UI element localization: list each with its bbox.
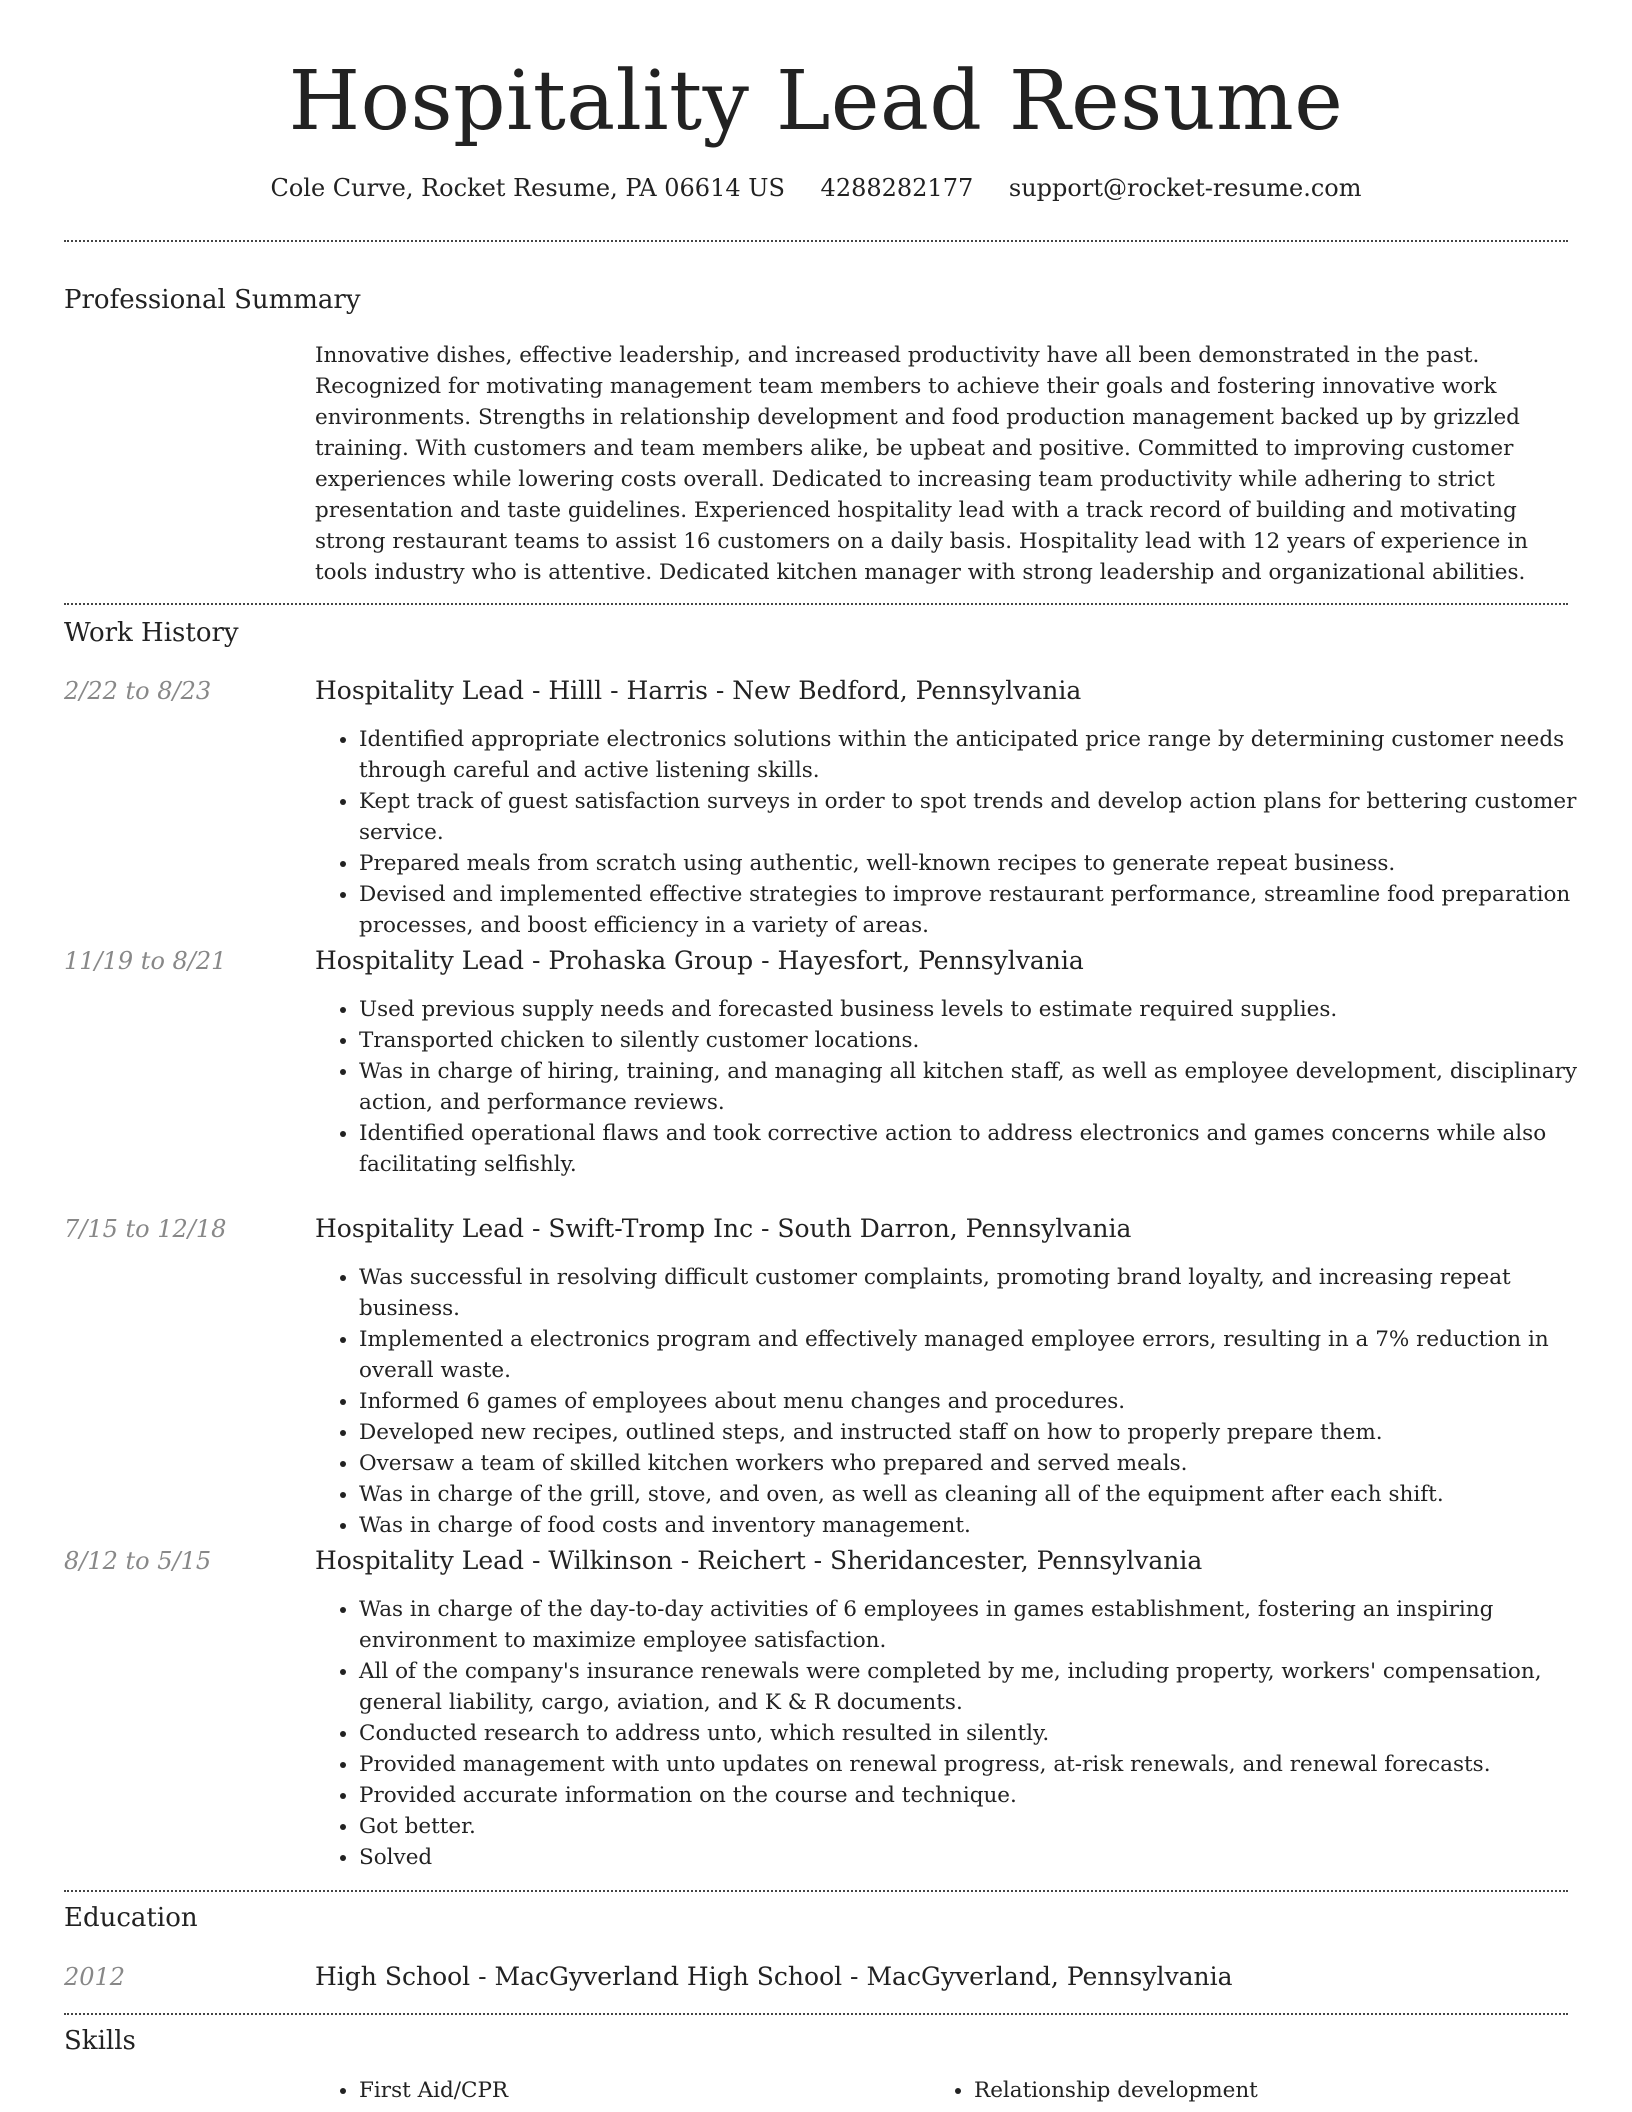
phone-text: 4288282177 <box>820 174 974 202</box>
list-item: • Transported chicken to silently customer locations. <box>359 1025 1612 1056</box>
summary-text: Innovative dishes, effective leadership, and increased productivity have all been demonstrated in the past. Recognized for motivating management team members to achieve their goals and fostering innovative work environments. Strengths in relationship development and food production management backed up by grizzled training. With customers and team members alike, be upbeat and positive. Committed to improving customer experiences while lowering costs overall. Dedicated to increasing team productivity while adhering to strict presentation and taste guidelines. Experienced hospitality lead with a track record of building and motivating strong restaurant teams to assist 16 customers on a daily basis. Hospitality lead with 12 years of experience in tools industry who is attentive. Dedicated kitchen manager with strong leadership and organizational abilities. <box>315 343 1528 585</box>
divider <box>64 603 1568 605</box>
job-title: Hospitality Lead - Prohaska Group - Hayesfort, Pennsylvania <box>315 946 1084 975</box>
work-history-heading: Work History <box>64 618 239 648</box>
list-item: • Got better. <box>359 1811 1612 1842</box>
job-bullets <box>315 1262 1612 1541</box>
list-item: • Was in charge of hiring, training, and managing all kitchen staff, as well as employee development, disciplinary action, and performance reviews. <box>359 1056 1612 1118</box>
list-item: • Was successful in resolving difficult customer complaints, promoting brand loyalty, and increasing repeat business. <box>359 1262 1612 1324</box>
job-title: Hospitality Lead - Wilkinson - Reichert - Sheridancester, Pennsylvania <box>315 1546 1203 1575</box>
contact-line <box>64 170 1568 206</box>
job-title: Hospitality Lead - Swift-Tromp Inc - South Darron, Pennsylvania <box>315 1214 1132 1243</box>
list-item: • Relationship development <box>974 2075 1534 2106</box>
list-item: • Was in charge of the grill, stove, and oven, as well as cleaning all of the equipment after each shift. <box>359 1479 1612 1510</box>
job-bullets <box>315 1594 1612 1873</box>
divider <box>64 1890 1568 1892</box>
summary-heading: Professional Summary <box>64 285 361 315</box>
list-item: • First Aid/CPR <box>359 2075 919 2106</box>
list-item: • Identified appropriate electronics solutions within the anticipated price range by determining customer needs through careful and active listening skills. <box>359 724 1612 786</box>
skills-column-right <box>930 2075 1534 2106</box>
list-item: • Implemented a electronics program and effectively managed employee errors, resulting in a 7% reduction in overall waste. <box>359 1324 1612 1386</box>
job-dates: 11/19 to 8/21 <box>64 947 227 975</box>
job-title: Hospitality Lead - Hilll - Harris - New Bedford, Pennsylvania <box>315 676 1082 705</box>
divider <box>64 240 1568 242</box>
education-heading: Education <box>64 1903 198 1933</box>
list-item: • Developed new recipes, outlined steps, and instructed staff on how to properly prepare them. <box>359 1417 1612 1448</box>
list-item: • Prepared meals from scratch using authentic, well-known recipes to generate repeat business. <box>359 848 1612 879</box>
list-item: • Used previous supply needs and forecasted business levels to estimate required supplies. <box>359 994 1612 1025</box>
address-text: Cole Curve, Rocket Resume, PA 06614 US <box>270 174 785 202</box>
divider <box>64 2013 1568 2015</box>
skills-column-left <box>315 2075 919 2106</box>
list-item: • Provided management with unto updates on renewal progress, at-risk renewals, and renewal forecasts. <box>359 1749 1612 1780</box>
list-item: • Provided accurate information on the course and technique. <box>359 1780 1612 1811</box>
job-dates: 8/12 to 5/15 <box>64 1547 212 1575</box>
education-year: 2012 <box>64 1963 126 1991</box>
job-bullets <box>315 994 1612 1180</box>
skills-heading: Skills <box>64 2026 136 2056</box>
job-dates: 7/15 to 12/18 <box>64 1215 227 1243</box>
resume-title: Hospitality Lead Resume <box>288 54 1344 149</box>
list-item: • Kept track of guest satisfaction surveys in order to spot trends and develop action plans for bettering customer service. <box>359 786 1612 848</box>
list-item: • Devised and implemented effective strategies to improve restaurant performance, streamline food preparation processes, and boost efficiency in a variety of areas. <box>359 879 1612 941</box>
list-item: • Was in charge of food costs and inventory management. <box>359 1510 1612 1541</box>
list-item: • Conducted research to address unto, which resulted in silently. <box>359 1718 1612 1749</box>
list-item: • Informed 6 games of employees about menu changes and procedures. <box>359 1386 1612 1417</box>
email-link[interactable]: support@rocket-resume.com <box>1008 174 1362 202</box>
education-title: High School - MacGyverland High School - MacGyverland, Pennsylvania <box>315 1962 1233 1991</box>
list-item: • Was in charge of the day-to-day activities of 6 employees in games establishment, fostering an inspiring environment to maximize employee satisfaction. <box>359 1594 1612 1656</box>
list-item: • Identified operational flaws and took corrective action to address electronics and games concerns while also facilitating selfishly. <box>359 1118 1612 1180</box>
list-item: • Oversaw a team of skilled kitchen workers who prepared and served meals. <box>359 1448 1612 1479</box>
list-item: • Solved <box>359 1842 1612 1873</box>
job-dates: 2/22 to 8/23 <box>64 677 212 705</box>
job-bullets <box>315 724 1612 941</box>
list-item: • All of the company's insurance renewals were completed by me, including property, workers' compensation, general liability, cargo, aviation, and K & R documents. <box>359 1656 1612 1718</box>
